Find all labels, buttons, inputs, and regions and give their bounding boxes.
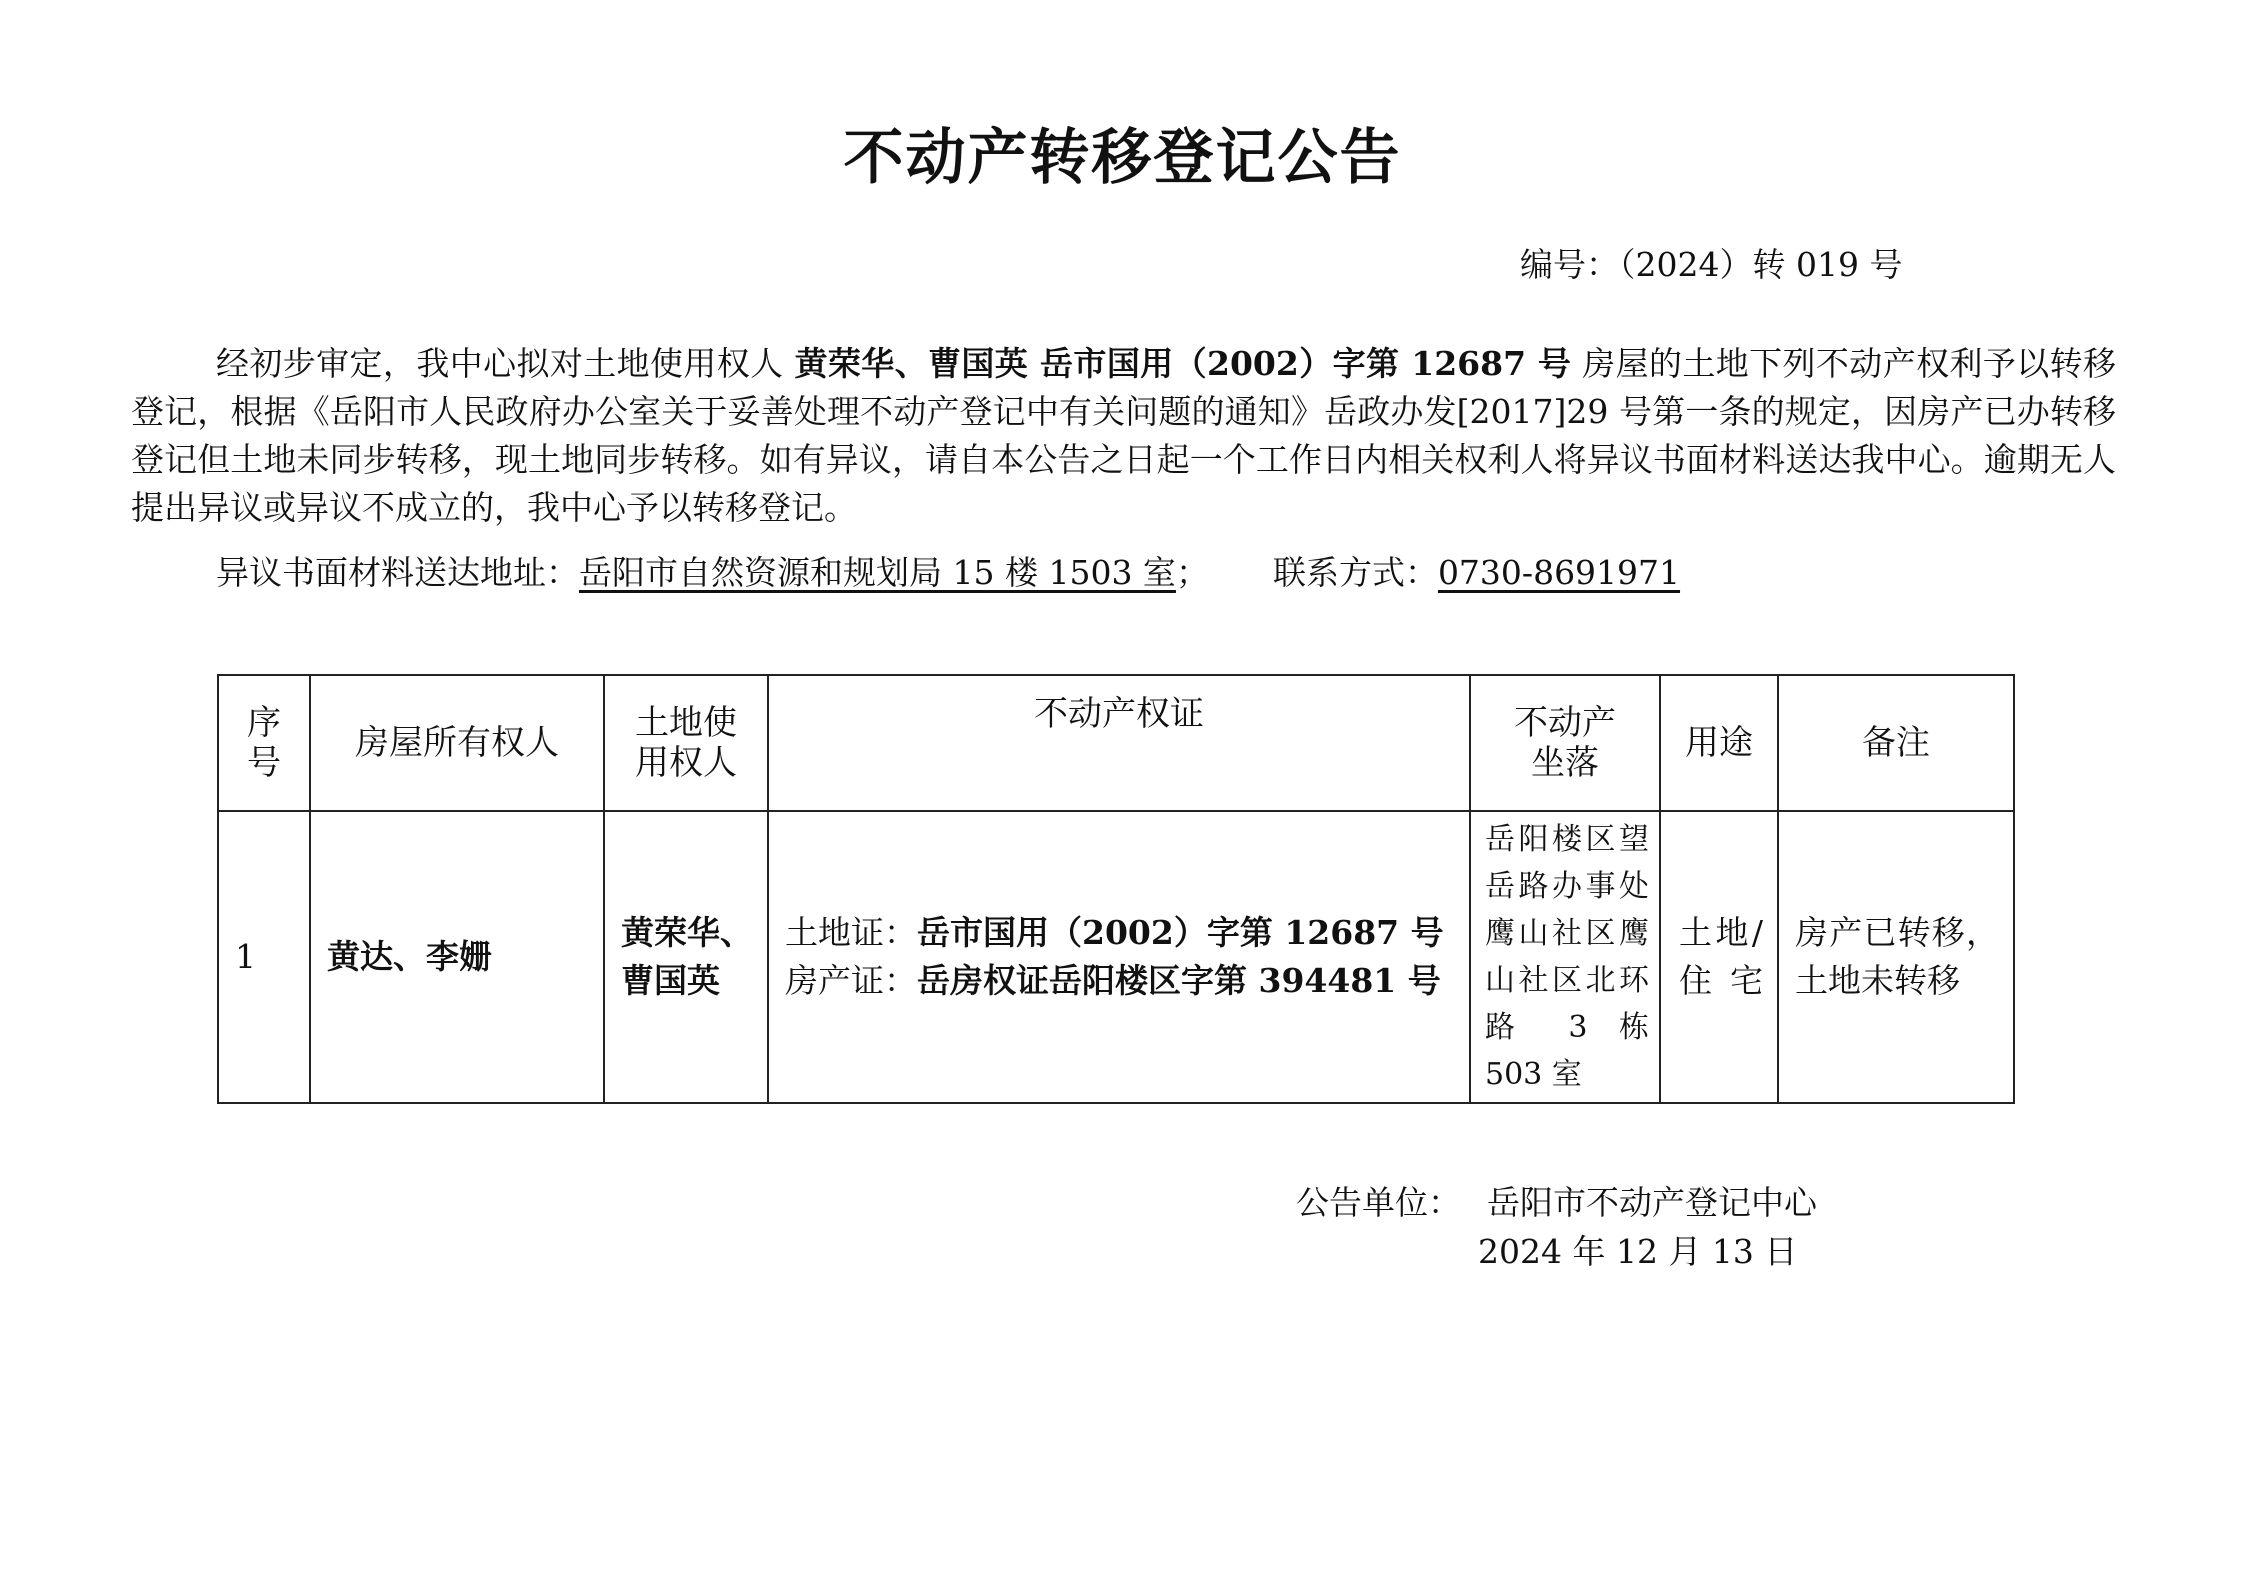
header-house-owner: 房屋所有权人 (310, 675, 604, 811)
header-property-certificate: 不动产权证 (768, 675, 1470, 811)
cell-property-certificate (768, 811, 1470, 1103)
body-subject: 黄荣华、曹国英 岳市国用（2002）字第 12687 号 (794, 344, 1572, 383)
issuing-unit-label: 公告单位： (1296, 1183, 1461, 1222)
cell-property-location: 岳阳楼区望岳路办事处鹰山社区鹰山社区北环路 3 栋 503 室 (1470, 811, 1660, 1103)
header-usage: 用途 (1660, 675, 1778, 811)
objection-contact-line (216, 550, 1680, 596)
table-header-row (218, 675, 2014, 811)
page-title: 不动产转移登记公告 (843, 123, 1402, 193)
document-number: 编号：（2024）转 019 号 (1520, 245, 1903, 284)
cell-land-user: 黄荣华、 曹国英 (604, 811, 768, 1103)
house-cert-label: 房产证： (785, 961, 917, 1000)
body-intro: 经初步审定，我中心拟对土地使用权人 (216, 344, 784, 383)
issuing-unit (1296, 1180, 1817, 1226)
cell-remark: 房产已转移，土地未转移 (1778, 811, 2014, 1103)
announcement-body (131, 340, 2116, 532)
land-cert-label: 土地证： (785, 913, 917, 952)
contact-phone: 0730-8691971 (1437, 553, 1681, 592)
address-label: 异议书面材料送达地址： (216, 553, 579, 592)
header-land-user: 土地使 用权人 (604, 675, 768, 811)
cell-usage: 土地/住宅 (1660, 811, 1778, 1103)
contact-label: 联系方式： (1272, 553, 1438, 592)
objection-address: 岳阳市自然资源和规划局 15 楼 1503 室 (579, 553, 1176, 592)
address-separator: ； (1175, 553, 1209, 592)
cell-seq: 1 (218, 811, 310, 1103)
land-cert-value: 岳市国用（2002）字第 12687 号 (917, 913, 1444, 952)
house-cert-value: 岳房权证岳阳楼区字第 394481 号 (917, 961, 1441, 1000)
header-seq: 序 号 (218, 675, 310, 811)
body-details: 房屋的土地下列不动产权利予以转移登记，根据《岳阳市人民政府办公室关于妥善处理不动产登记中有关问题的通知》岳政办发[2017]29 号第一条的规定，因房产已办转移登记但土地未同步转移，现土地同步转移。如有异议，请自本公告之日起一个工作日内相关权利人将异议书面材料送达我中心。逾期无人提出异议或异议不成立的，我中心予以转移登记。 (131, 344, 2117, 527)
header-remark: 备注 (1778, 675, 2014, 811)
transfer-records-table (217, 674, 2015, 1104)
issue-date: 2024 年 12 月 13 日 (1478, 1232, 1798, 1271)
table-row (218, 811, 2014, 1103)
issuing-unit-name: 岳阳市不动产登记中心 (1487, 1183, 1817, 1222)
cell-house-owner: 黄达、李姗 (310, 811, 604, 1103)
header-property-location: 不动产 坐落 (1470, 675, 1660, 811)
